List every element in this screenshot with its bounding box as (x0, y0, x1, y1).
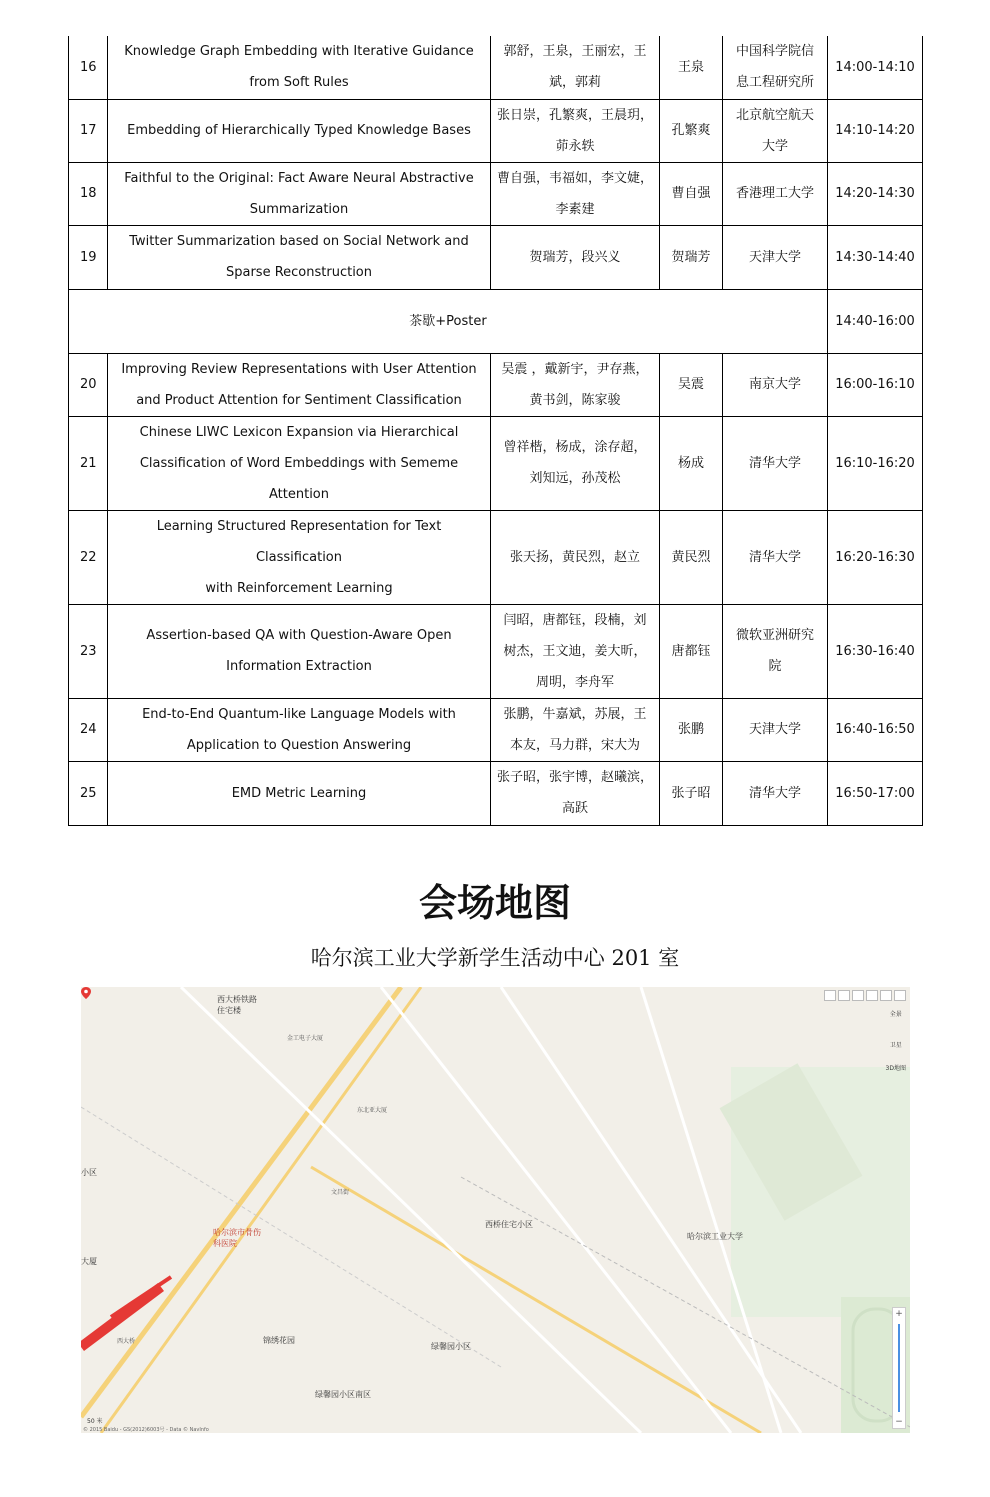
time-cell: 14:20-14:30 (828, 162, 923, 225)
zoom-slider[interactable] (898, 1324, 900, 1412)
org_lines-line: 天津大学 (748, 722, 801, 737)
map-tool-icon[interactable] (838, 990, 850, 1001)
org_lines-line: 大学 (761, 138, 788, 154)
panorama-button[interactable]: 全景 (889, 1011, 902, 1018)
session-number-cell: 25 (69, 761, 108, 825)
authors-cell (491, 36, 660, 99)
author_lines-line: 本友，马力群，宋大为 (509, 737, 640, 753)
map-label: 东北亚大厦 (357, 1107, 388, 1114)
session-number-cell: 21 (69, 416, 108, 510)
table-row (69, 604, 923, 698)
map-tool-icon[interactable] (852, 990, 864, 1001)
title_lines-line: Improving Review Representations with User Attention (121, 361, 477, 377)
map-tool-icon[interactable] (824, 990, 836, 1001)
organization-cell (723, 510, 828, 604)
speaker-cell: 黄民烈 (660, 510, 723, 604)
author_lines-line: 刘知远，孙茂松 (529, 471, 621, 486)
title_lines-line: Learning Structured Representation for Text Classification (156, 518, 442, 565)
author_lines-line: 吴震 ，戴新宇，尹存燕， (501, 361, 649, 377)
time-cell: 16:40-16:50 (828, 698, 923, 761)
map-toolbar[interactable] (824, 990, 906, 1001)
authors-cell (491, 698, 660, 761)
venue-map[interactable] (81, 987, 910, 1433)
authors-cell (491, 510, 660, 604)
paper-title-cell (108, 604, 491, 698)
road-major-2 (101, 987, 421, 1433)
author_lines-line: 树杰，王文迪，姜大昕， (503, 643, 647, 659)
author_lines-line: 茆永轶 (555, 138, 595, 154)
map-tool-icon[interactable] (894, 990, 906, 1001)
author_lines-line: 张天扬，黄民烈，赵立 (509, 549, 640, 565)
title_lines-line: Information Extraction (226, 659, 372, 674)
map-label: 绿馨园小区南区 (315, 1390, 371, 1399)
map-tool-icon[interactable] (866, 990, 878, 1001)
time-cell: 14:00-14:10 (828, 36, 923, 99)
road-major-1 (81, 987, 401, 1417)
time-cell: 14:40-16:00 (828, 289, 923, 353)
table-row (69, 36, 923, 99)
org_lines-line: 微软亚洲研究 (735, 628, 814, 643)
title_lines-line: Twitter Summarization based on Social Network and (129, 234, 469, 249)
speaker-cell: 张鹏 (660, 698, 723, 761)
speaker-cell: 曹自强 (660, 162, 723, 225)
authors-cell (491, 99, 660, 162)
map-label: 小区 (81, 1168, 97, 1177)
title_lines-line: and Product Attention for Sentiment Classification (136, 392, 462, 408)
map-mode-controls[interactable] (886, 1009, 906, 1072)
authors-cell (491, 225, 660, 289)
time-cell: 16:50-17:00 (828, 761, 923, 825)
time-cell: 14:30-14:40 (828, 225, 923, 289)
paper-title-cell (108, 162, 491, 225)
paper-title-cell (108, 353, 491, 416)
title_lines-line: from Soft Rules (249, 75, 349, 91)
org_lines-line: 清华大学 (748, 549, 801, 565)
organization-cell (723, 225, 828, 289)
organization-cell (723, 36, 828, 99)
speaker-cell: 吴震 (660, 353, 723, 416)
authors-cell (491, 353, 660, 416)
speaker-cell: 唐都钰 (660, 604, 723, 698)
title_lines-line: Classification of Word Embeddings with Sememe (139, 455, 459, 471)
road-white-2 (381, 987, 731, 1433)
session-number-cell: 18 (69, 162, 108, 225)
venue-room-subheading: 哈尔滨工业大学新学生活动中心 201 室 (310, 946, 680, 970)
map-roads (81, 987, 910, 1433)
title_lines-line: Knowledge Graph Embedding with Iterative Guidance (124, 44, 474, 60)
title_lines-line: Attention (269, 486, 329, 502)
table-row (69, 698, 923, 761)
title_lines-line: EMD Metric Learning (231, 785, 367, 801)
authors-cell (491, 604, 660, 698)
org_lines-line: 香港理工大学 (735, 186, 814, 201)
title_lines-line: Sparse Reconstruction (225, 265, 372, 280)
map-label: 锦绣花园 (263, 1336, 295, 1345)
break-label-cell: 茶歇+Poster (69, 289, 828, 353)
org_lines-line: 南京大学 (748, 377, 801, 392)
paper-title-cell (108, 225, 491, 289)
author_lines-line: 闫昭，唐都钰，段楠，刘 (503, 612, 647, 628)
title_lines-line: End-to-End Quantum-like Language Models with (142, 706, 456, 722)
authors-cell (491, 761, 660, 825)
authors-cell (491, 416, 660, 510)
zoom-control[interactable] (892, 1307, 906, 1429)
map-copyright: © 2015 Baidu - GS(2012)6003号 - Data © NavInfo (83, 1427, 209, 1433)
location-pin-icon[interactable] (81, 987, 91, 999)
org_lines-line: 院 (768, 659, 782, 674)
paper-title-cell (108, 99, 491, 162)
satellite-button[interactable]: 卫星 (889, 1042, 902, 1049)
speaker-cell: 孔繁爽 (660, 99, 723, 162)
org_lines-line: 息工程研究所 (735, 75, 814, 91)
speaker-cell: 王泉 (660, 36, 723, 99)
title_lines-line: Assertion-based QA with Question-Aware Open (146, 628, 452, 643)
author_lines-line: 张子昭，张宇博，赵曦滨， (497, 770, 654, 785)
map-label: 文昌街 (331, 1189, 350, 1196)
author_lines-line: 曾祥楷，杨成，涂存超， (503, 440, 647, 455)
table-row (69, 510, 923, 604)
table-row (69, 225, 923, 289)
paper-title-cell (108, 36, 491, 99)
table-row (69, 416, 923, 510)
title_lines-line: Summarization (249, 201, 349, 217)
organization-cell (723, 353, 828, 416)
venue-map-heading: 会场地图 (418, 880, 571, 925)
session-number-cell: 22 (69, 510, 108, 604)
author_lines-line: 斌，郭莉 (548, 75, 601, 91)
zoom-in-button[interactable]: + (895, 1309, 903, 1319)
author_lines-line: 李素建 (555, 201, 595, 217)
paper-title-cell (108, 510, 491, 604)
break-row (69, 289, 923, 353)
schedule-table (68, 36, 923, 826)
author_lines-line: 郭舒，王泉，王丽宏，王 (503, 44, 647, 60)
author_lines-line: 张日崇，孔繁爽，王晨玥， (497, 107, 654, 123)
map-label: 大厦 (81, 1257, 97, 1266)
title_lines-line: Application to Question Answering (186, 737, 412, 753)
organization-cell (723, 761, 828, 825)
map-label: 西大桥铁路住宅楼 (217, 995, 257, 1015)
org_lines-line: 清华大学 (748, 785, 801, 801)
map-label: 西大桥 (117, 1338, 136, 1345)
road-diag-1 (311, 1167, 761, 1433)
session-number-cell: 20 (69, 353, 108, 416)
author_lines-line: 张鹏，牛嘉斌，苏展，王 (503, 706, 647, 722)
author_lines-line: 曹自强，韦福如，李文婕， (497, 170, 654, 186)
author_lines-line: 高跃 (561, 801, 588, 816)
paper-title-cell (108, 761, 491, 825)
org_lines-line: 天津大学 (748, 249, 801, 265)
zoom-out-button[interactable]: − (895, 1417, 903, 1427)
table-row (69, 99, 923, 162)
session-number-cell: 19 (69, 225, 108, 289)
time-cell: 16:10-16:20 (828, 416, 923, 510)
title_lines-line: Faithful to the Original: Fact Aware Neural Abstractive (124, 170, 474, 186)
title_lines-line: Embedding of Hierarchically Typed Knowledge Bases (127, 123, 471, 138)
organization-cell (723, 698, 828, 761)
author_lines-line: 贺瑞芳，段兴义 (529, 249, 621, 265)
3d-map-button[interactable]: 3D地图 (885, 1065, 906, 1072)
authors-cell (491, 162, 660, 225)
org_lines-line: 清华大学 (748, 455, 801, 471)
map-label: 哈尔滨市骨伤科医院 (213, 1228, 261, 1248)
map-label: 西桥住宅小区 (485, 1220, 533, 1229)
road-white-1 (181, 987, 641, 1433)
author_lines-line: 周明，李舟军 (535, 674, 614, 690)
session-number-cell: 24 (69, 698, 108, 761)
org_lines-line: 中国科学院信 (735, 44, 814, 60)
speaker-cell: 杨成 (660, 416, 723, 510)
map-tool-icon[interactable] (880, 990, 892, 1001)
map-label: 金工电子大厦 (287, 1035, 324, 1042)
paper-title-cell (108, 698, 491, 761)
organization-cell (723, 416, 828, 510)
map-scale: 50 米 (87, 1418, 103, 1425)
speaker-cell: 张子昭 (660, 761, 723, 825)
author_lines-line: 黄书剑，陈家骏 (529, 392, 621, 408)
organization-cell (723, 162, 828, 225)
map-label: 绿馨园小区 (431, 1342, 471, 1351)
speaker-cell: 贺瑞芳 (660, 225, 723, 289)
time-cell: 16:30-16:40 (828, 604, 923, 698)
paper-title-cell (108, 416, 491, 510)
session-number-cell: 17 (69, 99, 108, 162)
title_lines-line: Chinese LIWC Lexicon Expansion via Hierarchical (139, 424, 459, 440)
map-label: 哈尔滨工业大学 (687, 1232, 743, 1241)
time-cell: 14:10-14:20 (828, 99, 923, 162)
time-cell: 16:00-16:10 (828, 353, 923, 416)
organization-cell (723, 99, 828, 162)
table-row (69, 353, 923, 416)
session-number-cell: 23 (69, 604, 108, 698)
org_lines-line: 北京航空航天 (735, 107, 814, 123)
title_lines-line: with Reinforcement Learning (205, 580, 393, 596)
table-row (69, 162, 923, 225)
table-row (69, 761, 923, 825)
schedule-body (69, 36, 923, 825)
organization-cell (723, 604, 828, 698)
time-cell: 16:20-16:30 (828, 510, 923, 604)
session-number-cell: 16 (69, 36, 108, 99)
